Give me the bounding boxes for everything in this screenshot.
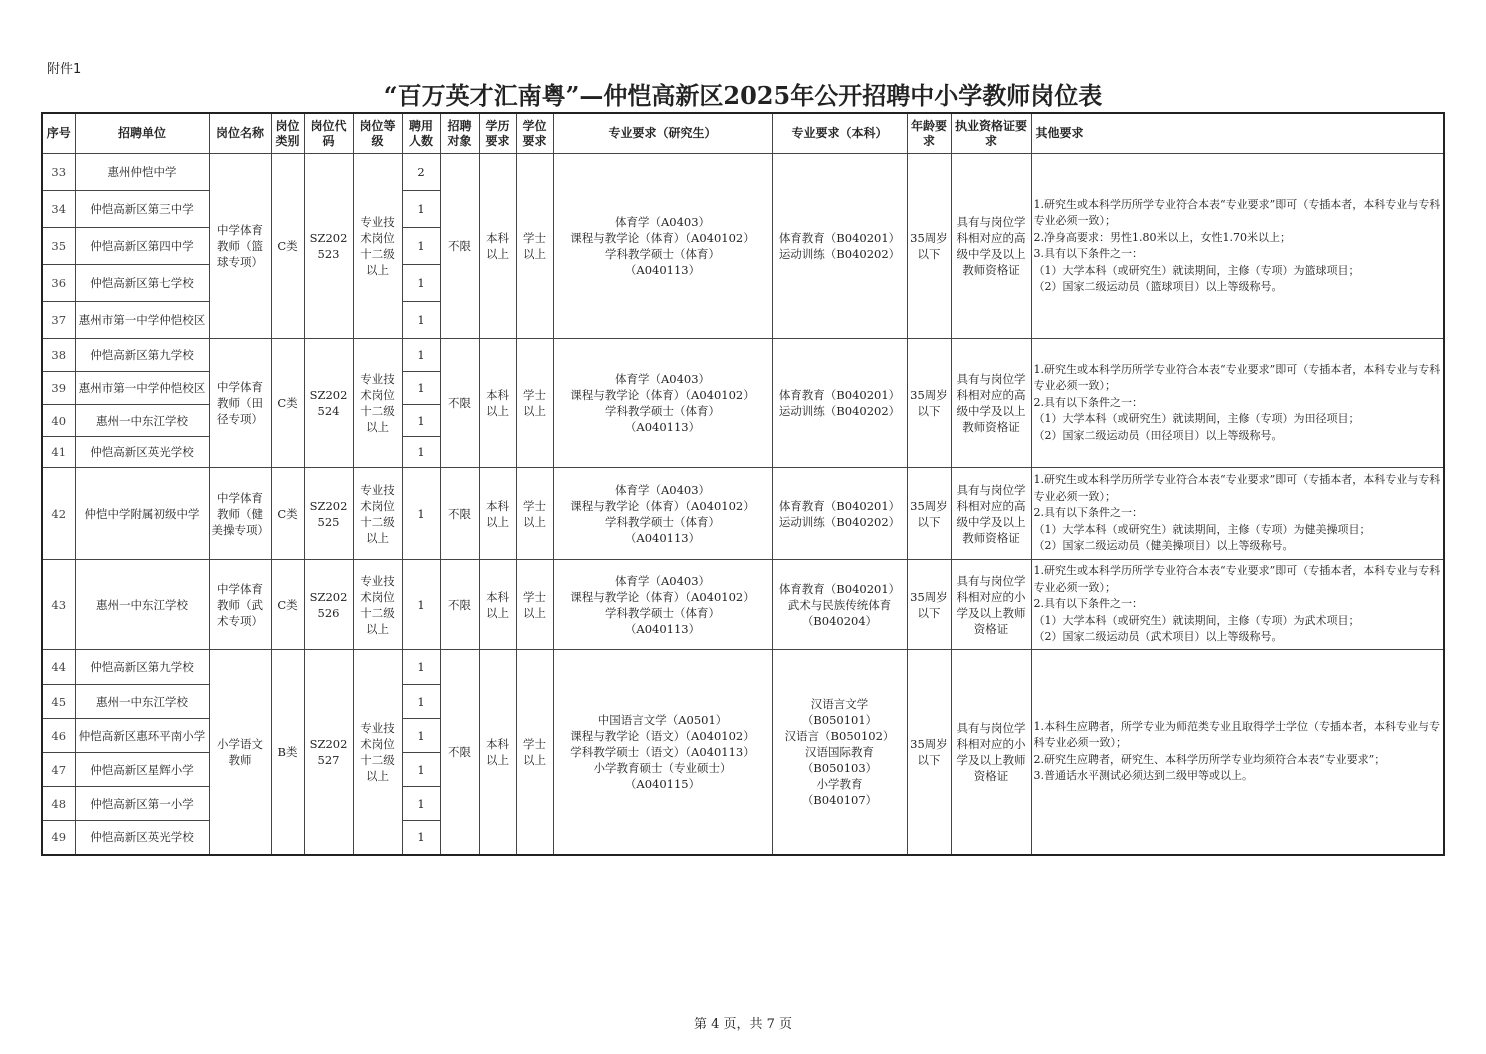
seq-cell: 34 <box>42 191 75 228</box>
age-cell: 35周岁以下 <box>907 154 951 339</box>
header-major-ug: 专业要求（本科） <box>772 113 907 154</box>
target-cell: 不限 <box>440 560 479 650</box>
seq-cell: 43 <box>42 560 75 650</box>
post-level-cell: 专业技术岗位十二级以上 <box>353 560 402 650</box>
unit-cell: 仲恺高新区英光学校 <box>75 437 209 468</box>
degree-cell: 学士以上 <box>516 468 553 560</box>
unit-cell: 惠州市第一中学仲恺校区 <box>75 302 209 339</box>
count-cell: 1 <box>402 650 440 685</box>
unit-cell: 仲恺高新区第三中学 <box>75 191 209 228</box>
count-cell: 1 <box>402 821 440 855</box>
seq-cell: 37 <box>42 302 75 339</box>
cert-cell: 具有与岗位学科相对应的高级中学及以上教师资格证 <box>951 154 1031 339</box>
header-age: 年龄要求 <box>907 113 951 154</box>
count-cell: 1 <box>402 405 440 437</box>
post-code-cell: SZ202527 <box>304 650 353 855</box>
page-title: “百万英才汇南粤”—仲恺高新区2025年公开招聘中小学教师岗位表 <box>383 81 1103 110</box>
major-grad-cell: 中国语言文学（A0501） 课程与教学论（语文）（A040102） 学科教学硕士（语文）（A040113） 小学教育硕士（专业硕士） （A040115） <box>553 650 772 855</box>
post-level-cell: 专业技术岗位十二级以上 <box>353 650 402 855</box>
table-row <box>42 650 1444 685</box>
seq-cell: 44 <box>42 650 75 685</box>
unit-cell: 惠州仲恺中学 <box>75 154 209 191</box>
seq-cell: 40 <box>42 405 75 437</box>
major-ug-cell: 体育教育（B040201） 武术与民族传统体育 （B040204） <box>772 560 907 650</box>
post-level-cell: 专业技术岗位十二级以上 <box>353 339 402 468</box>
other-requirements-cell: 1.研究生或本科学历所学专业符合本表“专业要求”即可（专插本者，本科专业与专科专业必须一致）； 2.具有以下条件之一： （1）大学本科（或研究生）就读期间，主修（专项）为武术项目； （2）国家二级运动员（武术项目）以上等级称号。 <box>1031 560 1444 650</box>
count-cell: 1 <box>402 719 440 753</box>
post-type-cell: C类 <box>271 154 304 339</box>
major-grad-cell: 体育学（A0403） 课程与教学论（体育）（A040102） 学科教学硕士（体育） （A040113） <box>553 339 772 468</box>
cert-cell: 具有与岗位学科相对应的小学及以上教师资格证 <box>951 560 1031 650</box>
count-cell: 1 <box>402 753 440 787</box>
post-name-cell: 小学语文教师 <box>209 650 271 855</box>
edu-cell: 本科以上 <box>479 339 516 468</box>
edu-cell: 本科以上 <box>479 154 516 339</box>
age-cell: 35周岁以下 <box>907 339 951 468</box>
header-post-name: 岗位名称 <box>209 113 271 154</box>
seq-cell: 47 <box>42 753 75 787</box>
seq-cell: 35 <box>42 228 75 265</box>
unit-cell: 仲恺高新区星辉小学 <box>75 753 209 787</box>
count-cell: 1 <box>402 468 440 560</box>
target-cell: 不限 <box>440 468 479 560</box>
major-grad-cell: 体育学（A0403） 课程与教学论（体育）（A040102） 学科教学硕士（体育） （A040113） <box>553 560 772 650</box>
post-name-cell: 中学体育教师（田径专项） <box>209 339 271 468</box>
degree-cell: 学士以上 <box>516 339 553 468</box>
seq-cell: 42 <box>42 468 75 560</box>
post-type-cell: C类 <box>271 560 304 650</box>
seq-cell: 49 <box>42 821 75 855</box>
header-unit: 招聘单位 <box>75 113 209 154</box>
major-ug-cell: 体育教育（B040201） 运动训练（B040202） <box>772 339 907 468</box>
post-code-cell: SZ202526 <box>304 560 353 650</box>
attachment-label: 附件1 <box>47 62 82 77</box>
header-seq: 序号 <box>42 113 75 154</box>
other-requirements-cell: 1.研究生或本科学历所学专业符合本表“专业要求”即可（专插本者，本科专业与专科专业必须一致）； 2.具有以下条件之一： （1）大学本科（或研究生）就读期间，主修（专项）为田径项目； （2）国家二级运动员（田径项目）以上等级称号。 <box>1031 339 1444 468</box>
post-level-cell: 专业技术岗位十二级以上 <box>353 468 402 560</box>
unit-cell: 仲恺高新区第一小学 <box>75 787 209 821</box>
seq-cell: 36 <box>42 265 75 302</box>
edu-cell: 本科以上 <box>479 650 516 855</box>
unit-cell: 仲恺高新区第九学校 <box>75 339 209 372</box>
post-type-cell: C类 <box>271 468 304 560</box>
other-requirements-cell: 1.本科生应聘者，所学专业为师范类专业且取得学士学位（专插本者，本科专业与专科专业必须一致）； 2.研究生应聘者，研究生、本科学历所学专业均须符合本表“专业要求”； 3.普通话水平测试必须达到二级甲等或以上。 <box>1031 650 1444 855</box>
count-cell: 2 <box>402 154 440 191</box>
cert-cell: 具有与岗位学科相对应的高级中学及以上教师资格证 <box>951 468 1031 560</box>
post-name-cell: 中学体育教师（武术专项） <box>209 560 271 650</box>
table-header-row <box>42 113 1444 154</box>
major-ug-cell: 汉语言文学 （B050101） 汉语言（B050102） 汉语国际教育 （B050103） 小学教育 （B040107） <box>772 650 907 855</box>
table-row <box>42 154 1444 191</box>
count-cell: 1 <box>402 191 440 228</box>
major-ug-cell: 体育教育（B040201） 运动训练（B040202） <box>772 154 907 339</box>
header-target: 招聘对象 <box>440 113 479 154</box>
table-row <box>42 339 1444 372</box>
degree-cell: 学士以上 <box>516 560 553 650</box>
count-cell: 1 <box>402 228 440 265</box>
count-cell: 1 <box>402 372 440 405</box>
unit-cell: 惠州一中东江学校 <box>75 560 209 650</box>
cert-cell: 具有与岗位学科相对应的小学及以上教师资格证 <box>951 650 1031 855</box>
post-code-cell: SZ202524 <box>304 339 353 468</box>
count-cell: 1 <box>402 265 440 302</box>
age-cell: 35周岁以下 <box>907 650 951 855</box>
post-type-cell: B类 <box>271 650 304 855</box>
table-body <box>42 154 1444 855</box>
seq-cell: 38 <box>42 339 75 372</box>
age-cell: 35周岁以下 <box>907 560 951 650</box>
other-requirements-cell: 1.研究生或本科学历所学专业符合本表“专业要求”即可（专插本者，本科专业与专科专业必须一致）； 2.净身高要求：男性1.80米以上，女性1.70米以上； 3.具有以下条件之一： （1）大学本科（或研究生）就读期间，主修（专项）为篮球项目； （2）国家二级运动员（篮球项目）以上等级称号。 <box>1031 154 1444 339</box>
post-level-cell: 专业技术岗位十二级以上 <box>353 154 402 339</box>
post-code-cell: SZ202525 <box>304 468 353 560</box>
degree-cell: 学士以上 <box>516 154 553 339</box>
unit-cell: 惠州一中东江学校 <box>75 405 209 437</box>
count-cell: 1 <box>402 339 440 372</box>
count-cell: 1 <box>402 787 440 821</box>
seq-cell: 45 <box>42 685 75 719</box>
edu-cell: 本科以上 <box>479 560 516 650</box>
seq-cell: 41 <box>42 437 75 468</box>
unit-cell: 惠州一中东江学校 <box>75 685 209 719</box>
post-code-cell: SZ202523 <box>304 154 353 339</box>
header-count: 聘用人数 <box>402 113 440 154</box>
unit-cell: 仲恺高新区第四中学 <box>75 228 209 265</box>
major-ug-cell: 体育教育（B040201） 运动训练（B040202） <box>772 468 907 560</box>
count-cell: 1 <box>402 685 440 719</box>
header-other: 其他要求 <box>1031 113 1444 154</box>
post-type-cell: C类 <box>271 339 304 468</box>
seq-cell: 48 <box>42 787 75 821</box>
age-cell: 35周岁以下 <box>907 468 951 560</box>
major-grad-cell: 体育学（A0403） 课程与教学论（体育）（A040102） 学科教学硕士（体育） （A040113） <box>553 468 772 560</box>
seq-cell: 46 <box>42 719 75 753</box>
cert-cell: 具有与岗位学科相对应的高级中学及以上教师资格证 <box>951 339 1031 468</box>
header-cert: 执业资格证要求 <box>951 113 1031 154</box>
header-post-level: 岗位等级 <box>353 113 402 154</box>
unit-cell: 仲恺高新区第七学校 <box>75 265 209 302</box>
job-table <box>41 112 1445 856</box>
unit-cell: 仲恺高新区第九学校 <box>75 650 209 685</box>
header-degree: 学位要求 <box>516 113 553 154</box>
count-cell: 1 <box>402 302 440 339</box>
count-cell: 1 <box>402 437 440 468</box>
unit-cell: 仲恺中学附属初级中学 <box>75 468 209 560</box>
header-post-code: 岗位代码 <box>304 113 353 154</box>
unit-cell: 惠州市第一中学仲恺校区 <box>75 372 209 405</box>
unit-cell: 仲恺高新区英光学校 <box>75 821 209 855</box>
major-grad-cell: 体育学（A0403） 课程与教学论（体育）（A040102） 学科教学硕士（体育） （A040113） <box>553 154 772 339</box>
other-requirements-cell: 1.研究生或本科学历所学专业符合本表“专业要求”即可（专插本者，本科专业与专科专业必须一致）； 2.具有以下条件之一： （1）大学本科（或研究生）就读期间，主修（专项）为健美操项目； （2）国家二级运动员（健美操项目）以上等级称号。 <box>1031 468 1444 560</box>
table-row <box>42 468 1444 560</box>
header-post-type: 岗位类别 <box>271 113 304 154</box>
target-cell: 不限 <box>440 339 479 468</box>
target-cell: 不限 <box>440 154 479 339</box>
page-footer: 第 4 页，共 7 页 <box>693 1017 793 1032</box>
post-name-cell: 中学体育教师（健美操专项） <box>209 468 271 560</box>
post-name-cell: 中学体育教师（篮球专项） <box>209 154 271 339</box>
degree-cell: 学士以上 <box>516 650 553 855</box>
seq-cell: 33 <box>42 154 75 191</box>
count-cell: 1 <box>402 560 440 650</box>
table-row <box>42 560 1444 650</box>
header-major-grad: 专业要求（研究生） <box>553 113 772 154</box>
edu-cell: 本科以上 <box>479 468 516 560</box>
unit-cell: 仲恺高新区惠环平南小学 <box>75 719 209 753</box>
target-cell: 不限 <box>440 650 479 855</box>
seq-cell: 39 <box>42 372 75 405</box>
header-edu: 学历要求 <box>479 113 516 154</box>
